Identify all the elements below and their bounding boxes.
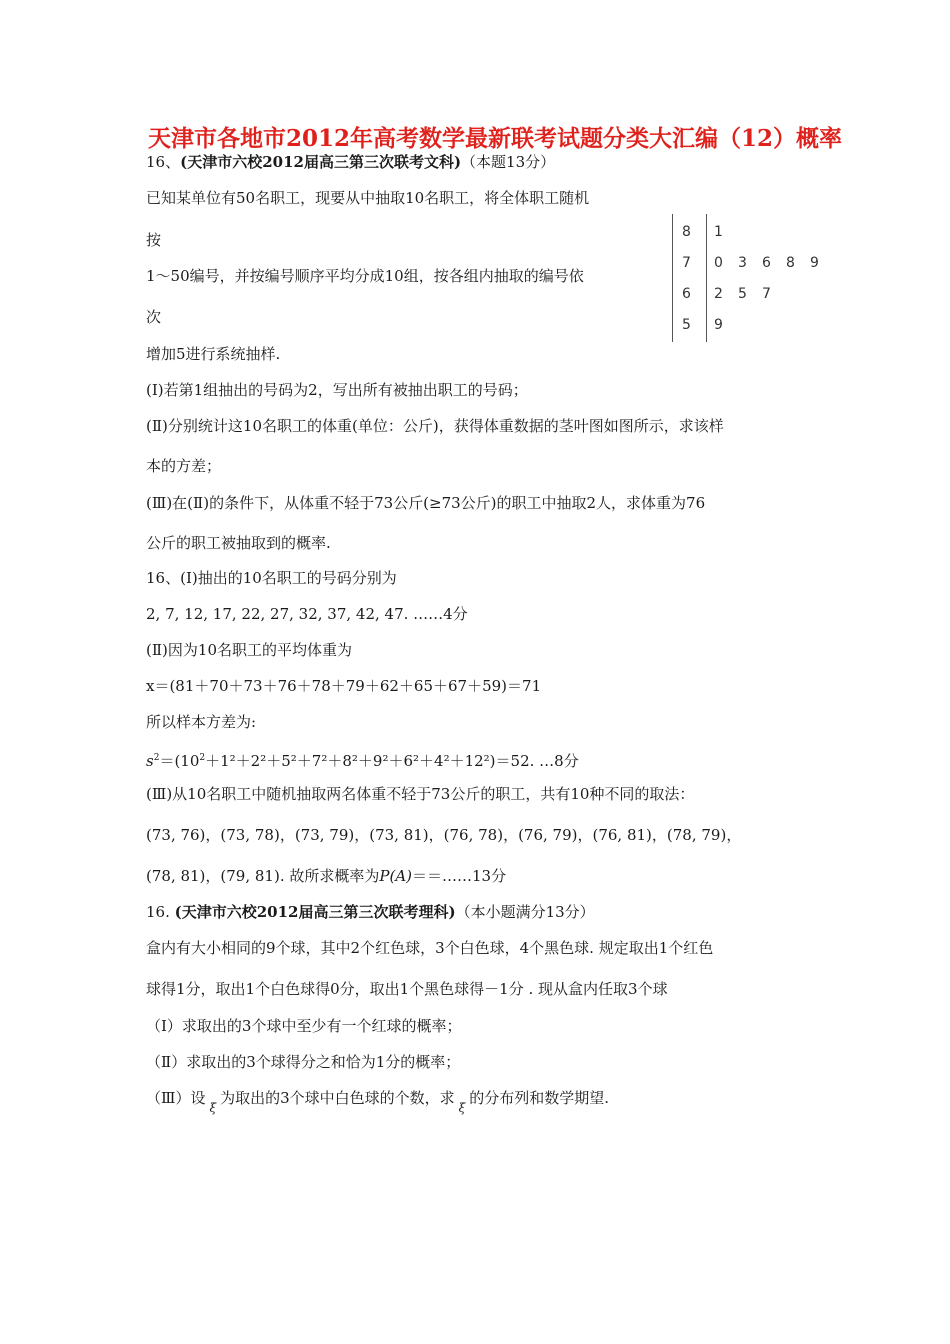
q1-source: (天津市六校2012届高三第三次联考文科) [180, 153, 462, 171]
a1-s9 [146, 866, 506, 886]
leaf-value: 6 [762, 255, 771, 271]
stem-value: 8 [682, 224, 691, 240]
leaf-value: 2 [714, 286, 723, 302]
stem-divider-line [706, 214, 707, 342]
a1-s9-end: ＝＝……13分 [412, 867, 507, 885]
q2-score: （本小题满分13分） [455, 903, 595, 921]
q1-part1: (Ⅰ)若第1组抽出的号码为2，写出所有被抽出职工的号码； [146, 381, 528, 399]
q1-line2: 按 [146, 231, 162, 249]
leaf-value: 1 [714, 224, 723, 240]
a1-s8: (73, 76)，(73, 78)，(73, 79)，(73, 81)，(76, 78)，(76, 79)，(76, 81)，(78, 79)， [146, 826, 742, 844]
q2-part3-a: （Ⅲ）设 [146, 1089, 206, 1107]
leaf-value: 7 [762, 286, 771, 302]
a1-s7: (Ⅲ)从10名职工中随机抽取两名体重不轻于73公斤的职工，共有10种不同的取法： [146, 785, 695, 803]
q2-part3 [146, 1088, 610, 1115]
q1-part2a: (Ⅱ)分别统计这10名职工的体重(单位：公斤)，获得体重数据的茎叶图如图所示，求该样 [146, 417, 724, 435]
q2-header [146, 902, 595, 922]
leaf-value: 3 [738, 255, 747, 271]
leaf-value: 8 [786, 255, 795, 271]
q1-header [146, 152, 555, 172]
a1-s5: 所以样本方差为: [146, 713, 257, 731]
a1-s6: $s^2=(10^2+1^2+2^2+5^2+7^2+8^2+9^2+6^2+4^2+12^2)=52$. …8分 [146, 752, 579, 770]
q1-number: 16、 [146, 153, 181, 171]
leaf-value: 5 [738, 286, 747, 302]
q1-line3: 1～50编号，并按编号顺序平均分成10组，按各组内抽取的编号依 [146, 267, 584, 285]
q1-score: （本题13分） [461, 153, 556, 171]
q1-line1: 已知某单位有50名职工，现要从中抽取10名职工，将全体职工随机 [146, 189, 590, 207]
q1-part2b: 本的方差； [146, 457, 222, 475]
stem-value: 6 [682, 286, 691, 302]
xi-symbol: ξ [209, 1101, 217, 1115]
q1-part3b: 公斤的职工被抽取到的概率. [146, 534, 331, 552]
q2-part3-c: 的分布列和数学期望. [469, 1089, 610, 1107]
leaf-value: 0 [714, 255, 723, 271]
a1-s1: 16、(Ⅰ)抽出的10名职工的号码分别为 [146, 569, 397, 587]
q1-line4: 次 [146, 308, 162, 326]
q2-source: (天津市六校2012届高三第三次联考理科) [174, 903, 456, 921]
q1-part3a: (Ⅲ)在(Ⅱ)的条件下，从体重不轻于73公斤(≥73公斤)的职工中抽取2人，求体重为76 [146, 494, 706, 512]
leaf-value: 9 [810, 255, 819, 271]
variance-symbol: s [146, 752, 154, 770]
q2-part3-b: 为取出的3个球中白色球的个数，求 [220, 1089, 455, 1107]
stem-leaf-plot [672, 214, 832, 342]
probability-symbol: P(A) [379, 867, 413, 885]
leaf-value: 9 [714, 317, 723, 333]
q1-line5: 增加5进行系统抽样. [146, 345, 281, 363]
document-title: 天津市各地市2012年高考数学最新联考试题分类大汇编（12）概率 [148, 125, 843, 152]
a1-s2: 2, 7, 12, 17, 22, 27, 32, 37, 42, 47. ……4分 [146, 605, 468, 623]
stem-value: 7 [682, 255, 691, 271]
variance-rest: ＋1²＋2²＋5²＋7²＋8²＋9²＋6²＋4²＋12²)＝52. …8分 [205, 752, 579, 770]
stem-value: 5 [682, 317, 691, 333]
variance-eq: ＝(10 [159, 752, 200, 770]
q2-line2: 球得1分，取出1个白色球得0分，取出1个黑色球得－1分 . 现从盒内任取3个球 [146, 980, 668, 998]
a1-s3: (Ⅱ)因为10名职工的平均体重为 [146, 641, 352, 659]
q2-line1: 盒内有大小相同的9个球，其中2个红色球，3个白色球，4个黑色球. 规定取出1个红色 [146, 939, 714, 957]
left-border-line [672, 214, 673, 342]
q2-part2: （Ⅱ）求取出的3个球得分之和恰为1分的概率； [146, 1053, 461, 1071]
xi-symbol-2: ξ [458, 1101, 466, 1115]
a1-s9-text: (78, 81)，(79, 81). 故所求概率为 [146, 867, 380, 885]
a1-s4: x＝(81＋70＋73＋76＋78＋79＋62＋65＋67＋59)＝71 [146, 677, 542, 695]
q2-part1: （Ⅰ）求取出的3个球中至少有一个红球的概率； [146, 1017, 462, 1035]
q2-number: 16. [146, 903, 170, 921]
